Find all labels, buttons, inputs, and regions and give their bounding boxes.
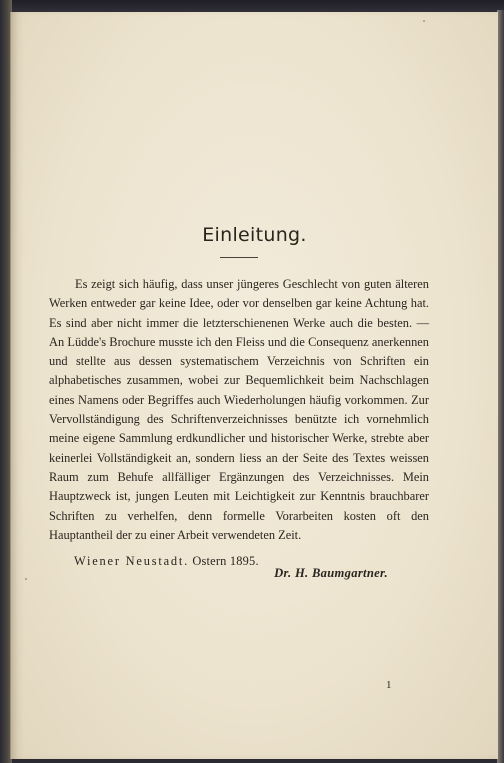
date-text: Ostern 1895. (192, 554, 259, 568)
paper-speck (423, 20, 425, 22)
scanner-right-edge (497, 10, 504, 763)
author-signature: Dr. H. Baumgartner. (274, 566, 388, 580)
page-heading: Einleitung. (202, 224, 307, 246)
page-number: 1 (386, 679, 392, 691)
place-and-date (74, 554, 259, 569)
introduction-paragraph: Es zeigt sich häufig, dass unser jüngeres Geschlecht von guten älteren Werken entweder gar keine Idee, oder vor denselben gar keine Achtung hat. Es sind aber nicht immer die letzterschienenen Werke auch die besten. — An Lüdde's Brochure musste ich den Fleiss und die Consequenz anerkennen und stellte aus dessen systematischem Verzeichnis von Schriften ein alphabetisches zusammen, wobei zur Bequemlichkeit beim Nachschlagen eines Namens oder Begriffes auch Wiederholungen häufig vorkommen. Zur Vervollständigung des Schriftenverzeichnisses benützte ich vornehmlich meine eigene Sammlung erdkundlicher und historischer Werke, strebte aber keinerlei Vollständigkeit an, sondern liess an der Seite des Textes weissen Raum zum Behufe allfälliger Ergänzungen des Verzeichnisses. Mein Hauptzweck ist, jungen Leuten mit Leichtigkeit zur Kenntnis brauchbarer Schriften zu verhelfen, denn formelle Vorarbeiten kosten oft den Hauptantheil der zu einer Arbeit verwendeten Zeit. (49, 277, 429, 542)
paper-speck (25, 578, 27, 580)
place-text: Wiener Neustadt. (74, 554, 190, 568)
book-page (10, 12, 498, 759)
heading-divider (220, 257, 258, 258)
